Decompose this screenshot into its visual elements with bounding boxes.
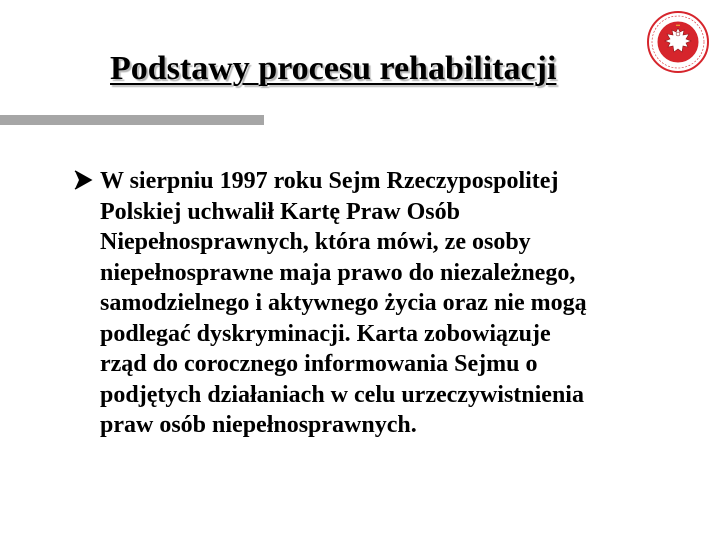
arrow-bullet-icon xyxy=(72,169,94,191)
bullet-line: samodzielnego i aktywnego życia oraz nie mogą xyxy=(100,290,587,316)
bullet-line: podlegać dyskryminacji. Karta zobowiązuje xyxy=(100,320,551,347)
bullet-line: rząd do corocznego informowania Sejmu o xyxy=(100,351,538,377)
eagle-seal-icon xyxy=(646,10,710,74)
slide-title: Podstawy procesu rehabilitacji xyxy=(110,50,557,87)
bullet-line: Niepełnosprawnych, która mówi, ze osoby xyxy=(100,229,531,255)
bullet-line: Polskiej uchwalił Kartę Praw Osób xyxy=(100,198,460,225)
bullet-text xyxy=(100,166,690,441)
bullet-line: podjętych działaniach w celu urzeczywistnienia xyxy=(100,381,584,408)
bullet-line: praw osób niepełnosprawnych. xyxy=(100,412,417,438)
bullet-line: niepełnosprawne maja prawo do niezależnego, xyxy=(100,259,576,286)
title-divider-bar xyxy=(0,115,264,125)
bullet-line: W sierpniu 1997 roku Sejm Rzeczypospolitej xyxy=(100,168,559,194)
